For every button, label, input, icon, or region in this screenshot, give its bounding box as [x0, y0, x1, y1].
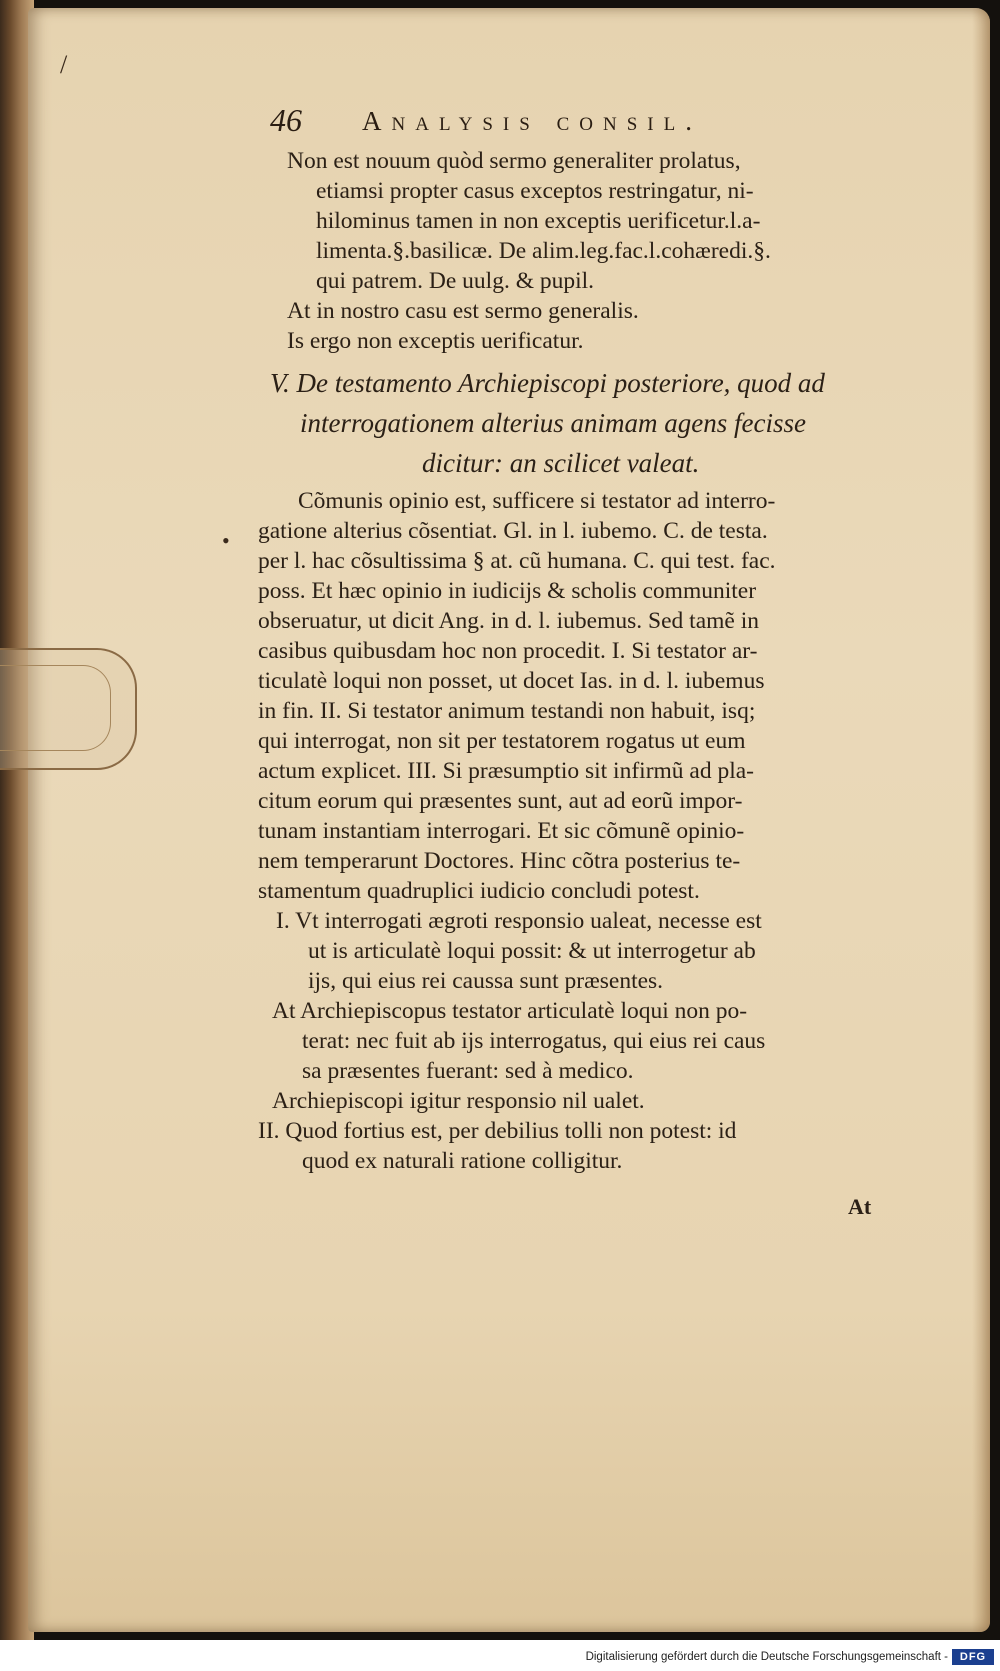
running-header — [270, 98, 890, 148]
paragraph-line: gatione alterius cõsentiat. Gl. in l. iubemo. C. de testa. — [258, 518, 768, 544]
text-line: At in nostro casu est sermo generalis. — [287, 298, 639, 324]
minor-premise-line: At Archiepiscopus testator articulatè loqui non po- — [272, 998, 748, 1024]
text-line: limenta.§.basilicæ. De alim.leg.fac.l.cohæredi.§. — [316, 238, 771, 264]
item-two-line: II. Quod fortius est, per debilius tolli non potest: id — [258, 1118, 737, 1144]
paragraph-line: poss. Et hæc opinio in iudicijs & scholis communiter — [258, 578, 757, 604]
item-one-line: ut is articulatè loqui possit: & ut interrogetur ab — [308, 938, 756, 964]
paragraph-line: ticulatè loqui non posset, ut docet Ias. in d. l. iubemus — [258, 668, 765, 694]
minor-premise-line: terat: nec fuit ab ijs interrogatus, qui eius rei caus — [302, 1028, 766, 1054]
digitization-credit: Digitalisierung gefördert durch die Deutsche Forschungsgemeinschaft - — [585, 1651, 948, 1663]
paragraph-line: qui interrogat, non sit per testatorem rogatus ut eum — [258, 728, 746, 754]
paragraph-line: citum eorum qui præsentes sunt, aut ad eorũ impor- — [258, 788, 743, 814]
paragraph-line: tunam instantiam interrogari. Et sic cõmunẽ opinio- — [258, 818, 745, 844]
item-one-line: ijs, qui eius rei caussa sunt præsentes. — [308, 968, 664, 994]
page-clip-inner — [0, 665, 111, 751]
section-heading-line: dicitur: an scilicet valeat. — [422, 448, 700, 478]
paragraph-line: obseruatur, ut dicit Ang. in d. l. iubemus. Sed tamẽ in — [258, 608, 759, 634]
section-heading-line: V. De testamento Archiepiscopi posteriore, quod ad — [270, 368, 825, 398]
text-line: qui patrem. De uulg. & pupil. — [316, 268, 595, 294]
paragraph-line: Cõmunis opinio est, sufficere si testator ad interro- — [298, 488, 776, 514]
paragraph-line: casibus quibusdam hoc non procedit. I. Si testator ar- — [258, 638, 758, 664]
paragraph-line: stamentum quadruplici iudicio concludi potest. — [258, 878, 700, 904]
dfg-logo: DFG — [952, 1649, 994, 1665]
page-edge-shadow — [972, 8, 990, 1632]
paragraph-line: in fin. II. Si testator animum testandi non habuit, isq; — [258, 698, 756, 724]
minor-premise-line: sa præsentes fuerant: sed à medico. — [302, 1058, 634, 1084]
running-head-title: Analysis consil. — [362, 106, 702, 136]
text-line: hilominus tamen in non exceptis uerificetur.l.a- — [316, 208, 761, 234]
paragraph-line: per l. hac cõsultissima § at. cũ humana. C. qui test. fac. — [258, 548, 776, 574]
text-line: etiamsi propter casus exceptos restringatur, ni- — [316, 178, 754, 204]
catchword: At — [848, 1194, 872, 1219]
page-number: 46 — [270, 102, 302, 138]
margin-dot: • — [222, 528, 230, 553]
item-two-line: quod ex naturali ratione colligitur. — [302, 1148, 623, 1174]
paragraph-line: nem temperarunt Doctores. Hinc cõtra posterius te- — [258, 848, 741, 874]
item-one-line: I. Vt interrogati ægroti responsio ualeat, necesse est — [276, 908, 762, 934]
paragraph-line: actum explicet. III. Si præsumptio sit infirmũ ad pla- — [258, 758, 755, 784]
text-line: Non est nouum quòd sermo generaliter prolatus, — [287, 148, 741, 174]
section-heading-line: interrogationem alterius animam agens fecisse — [300, 408, 806, 438]
conclusion-line: Archiepiscopi igitur responsio nil ualet. — [272, 1088, 645, 1114]
margin-stroke: / — [60, 50, 68, 79]
text-line: Is ergo non exceptis uerificatur. — [287, 328, 584, 354]
